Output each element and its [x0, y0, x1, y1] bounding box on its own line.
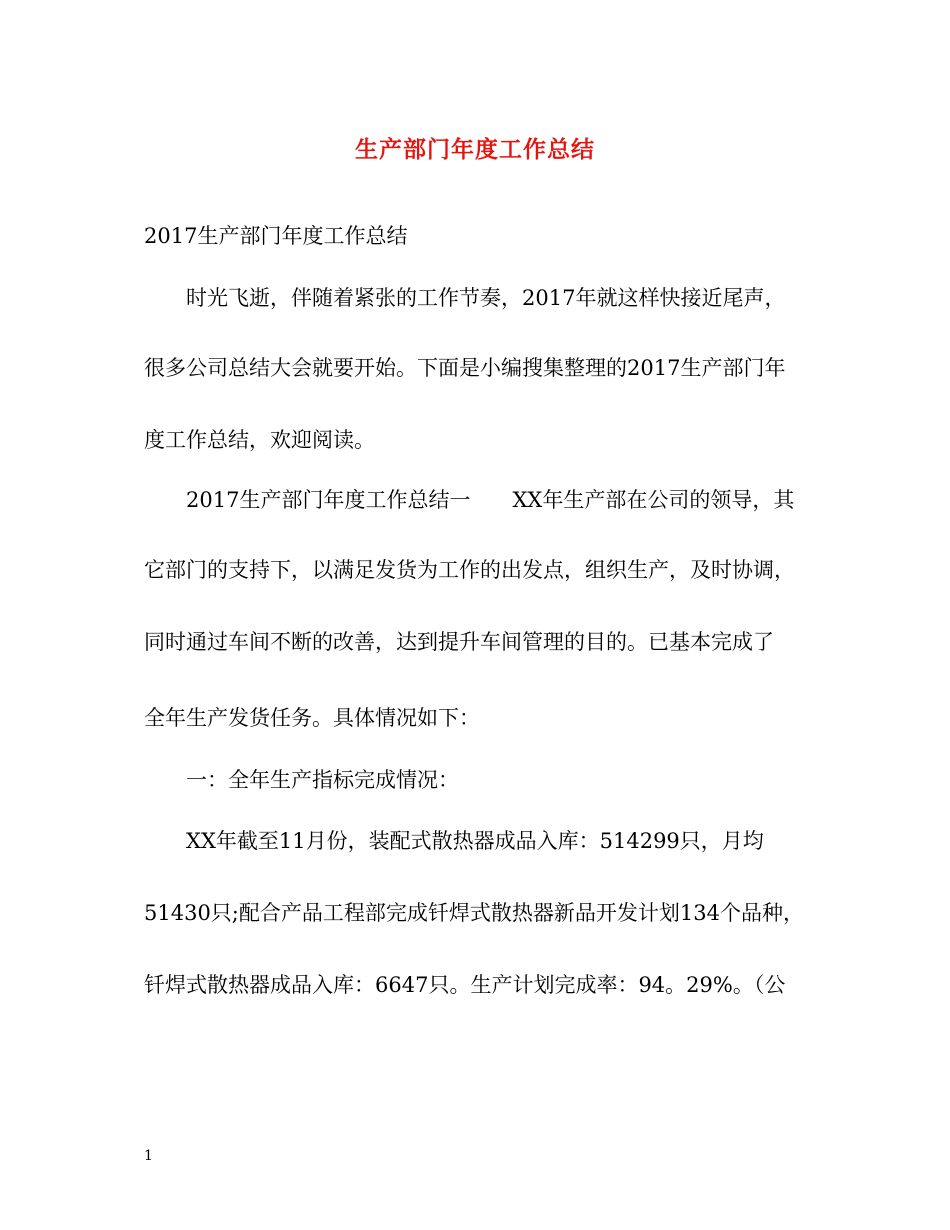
subtitle-line: 2017生产部门年度工作总结 — [144, 224, 408, 248]
body-line: 全年生产发货任务。具体情况如下： — [144, 706, 480, 730]
body-line: 它部门的支持下，以满足发货为工作的出发点，组织生产，及时协调， — [144, 558, 795, 582]
page-number: 1 — [144, 1148, 153, 1164]
body-line: 钎焊式散热器成品入库：6647只。生产计划完成率：94。29%。（公 — [144, 973, 786, 997]
body-line: 很多公司总结大会就要开始。下面是小编搜集整理的2017生产部门年 — [144, 356, 786, 380]
body-line: XX年截至11月份，装配式散热器成品入库：514299只，月均 — [144, 829, 764, 853]
body-line: 同时通过车间不断的改善，达到提升车间管理的目的。已基本完成了 — [144, 630, 774, 654]
document-title: 生产部门年度工作总结 — [355, 136, 595, 163]
body-line: 2017生产部门年度工作总结一 XX年生产部在公司的领导，其 — [144, 488, 795, 512]
body-line: 度工作总结，欢迎阅读。 — [144, 428, 375, 452]
section-heading: 一：全年生产指标完成情况： — [144, 768, 459, 792]
body-line: 时光飞逝，伴随着紧张的工作节奏，2017年就这样快接近尾声， — [144, 286, 786, 310]
body-line: 51430只;配合产品工程部完成钎焊式散热器新品开发计划134个品种， — [144, 901, 804, 925]
